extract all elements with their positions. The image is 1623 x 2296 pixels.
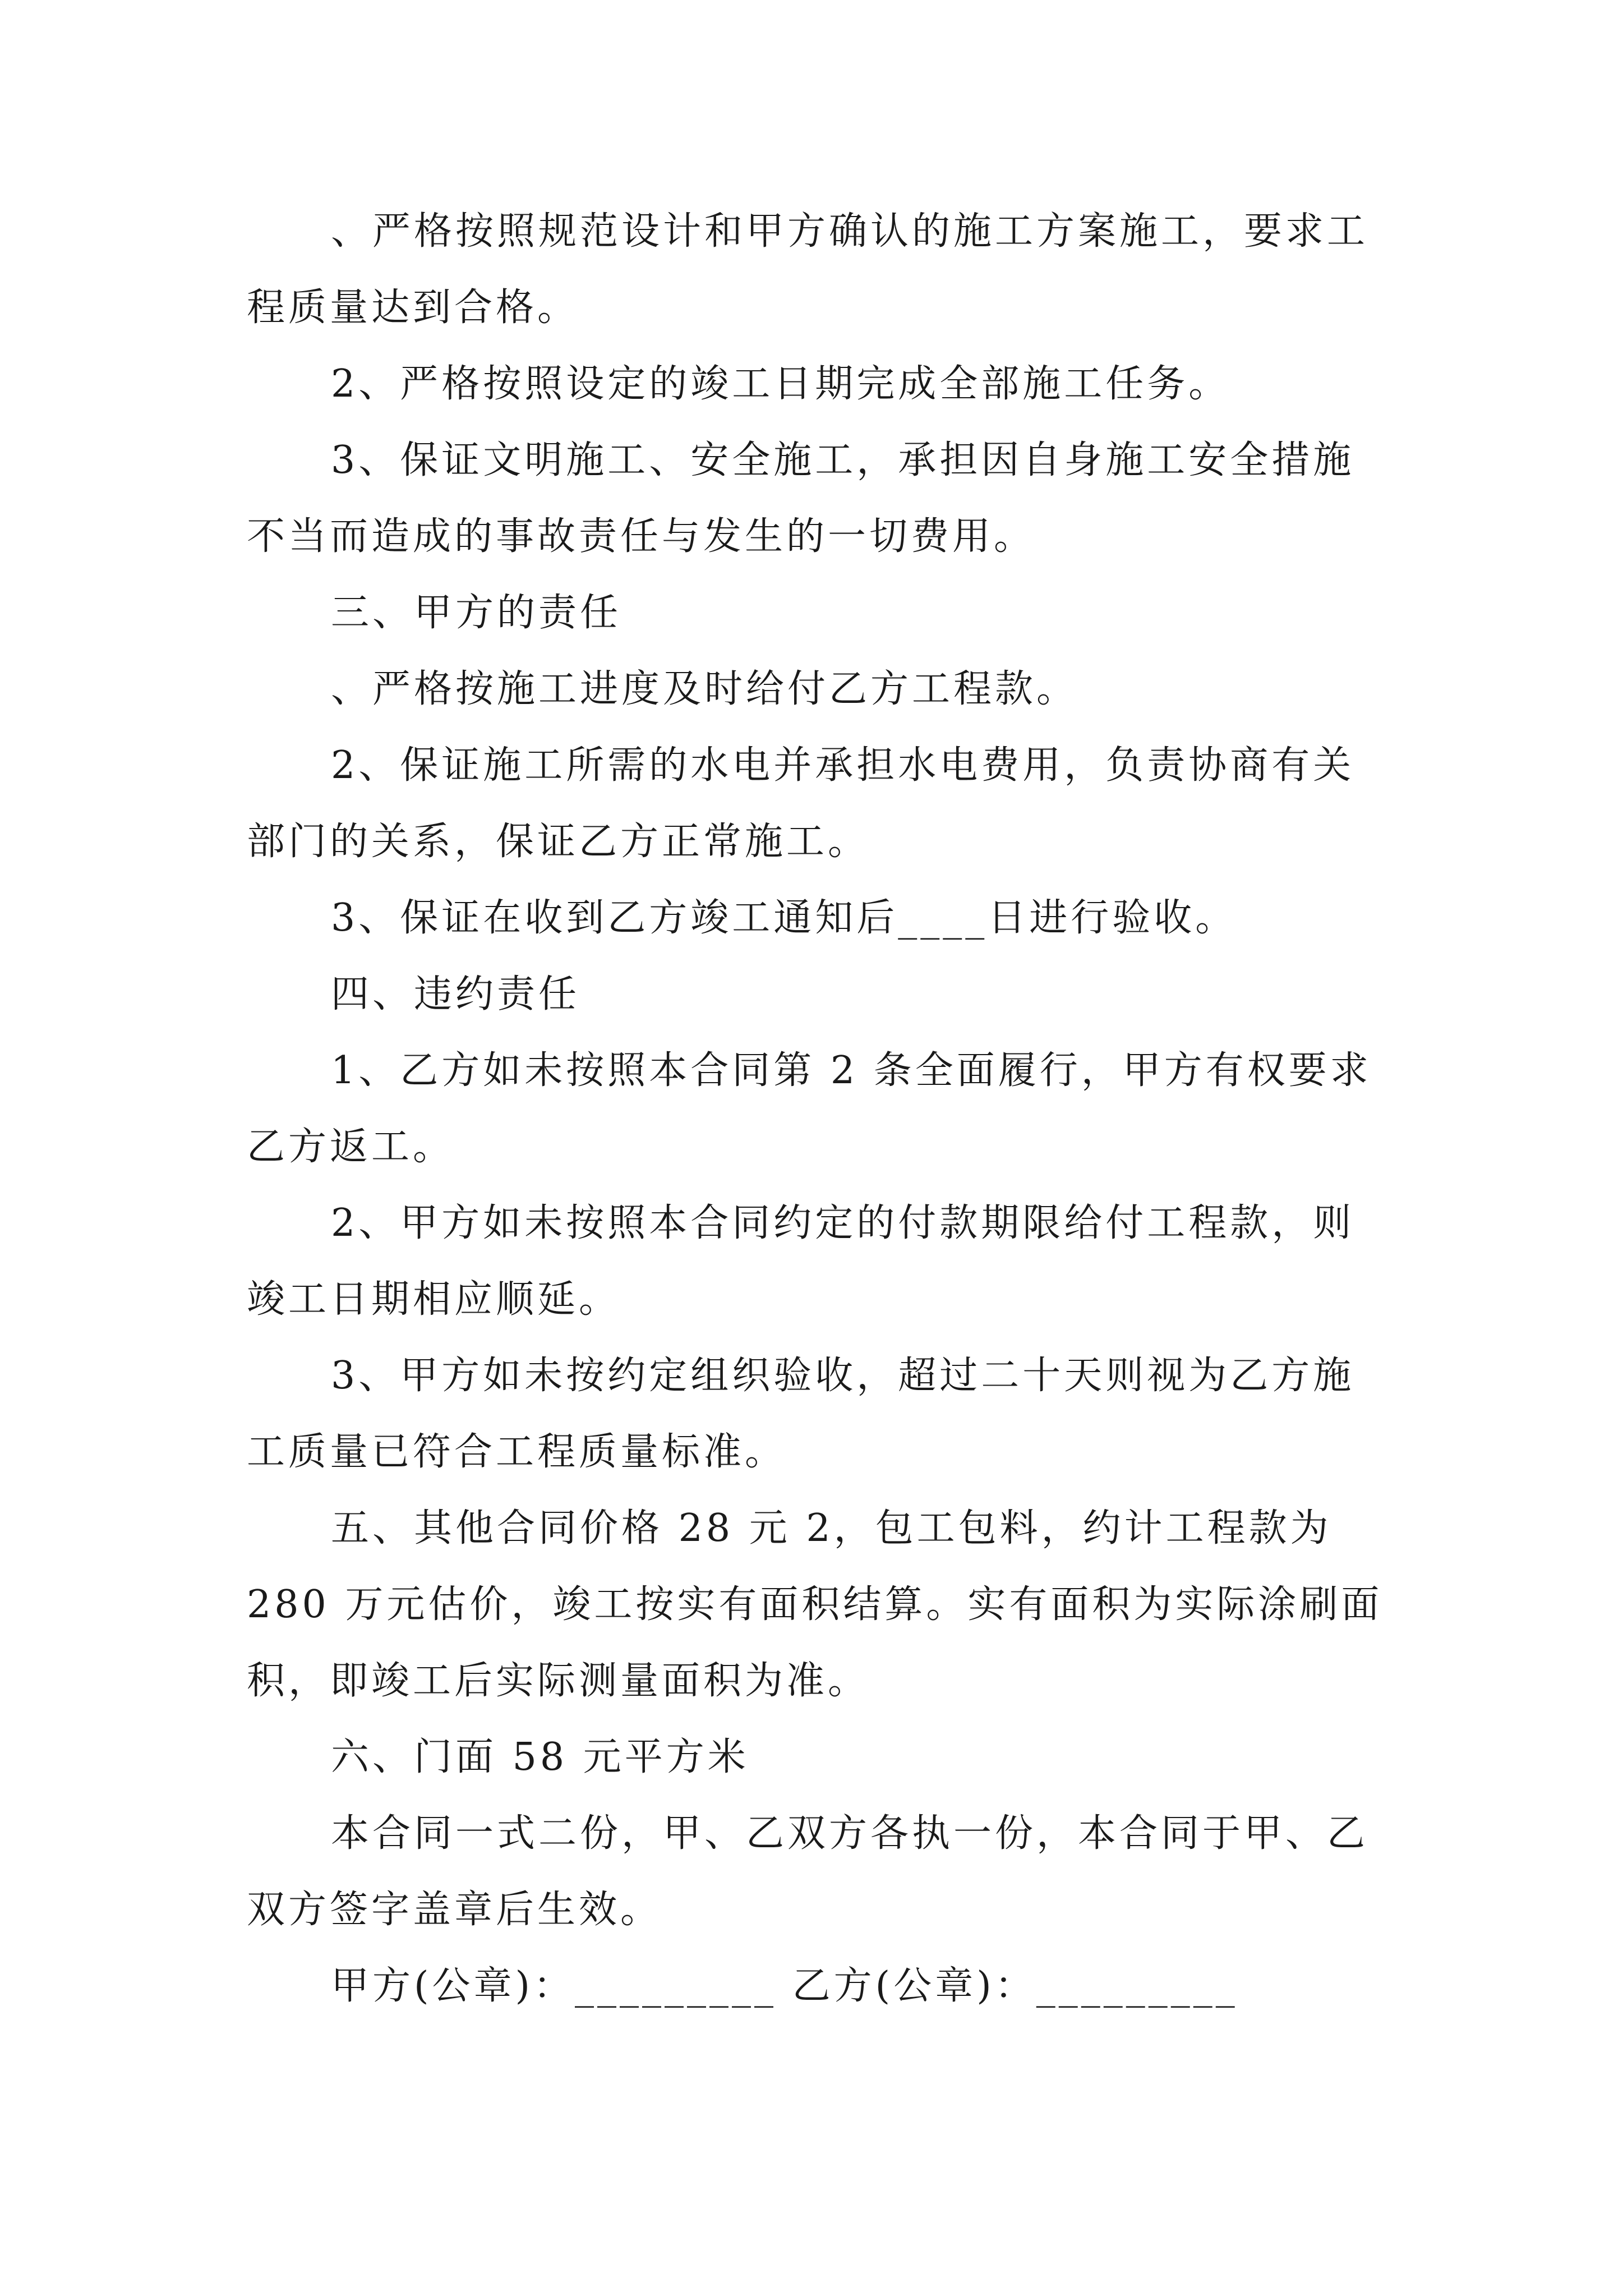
clause-paragraph: 六、门面 58 元平方米 (331, 1735, 749, 1779)
clause-paragraph: 2、保证施工所需的水电并承担水电费用，负责协商有关部门的关系，保证乙方正常施工。 (247, 743, 1355, 864)
clause-paragraph: 1、乙方如未按照本合同第 2 条全面履行，甲方有权要求乙方返工。 (247, 1048, 1372, 1169)
section-heading: 三、甲方的责任 (331, 591, 622, 635)
clause-paragraph: 2、严格按照设定的竣工日期完成全部施工任务。 (331, 362, 1230, 406)
document-body (247, 194, 1385, 2024)
section-heading: 四、违约责任 (331, 972, 580, 1016)
clause-paragraph: 五、其他合同价格 28 元 2，包工包料，约计工程款为 280 万元估价，竣工按实有面积结算。实有面积为实际涂刷面积，即竣工后实际测量面积为准。 (247, 1506, 1383, 1703)
clause-paragraph: 3、保证在收到乙方竣工通知后____日进行验收。 (331, 896, 1237, 940)
clause-paragraph: 3、保证文明施工、安全施工，承担因自身施工安全措施不当而造成的事故责任与发生的一切费用。 (247, 438, 1355, 559)
clause-paragraph: 、严格按照规范设计和甲方确认的施工方案施工，要求工程质量达到合格。 (247, 209, 1369, 330)
clause-paragraph: 2、甲方如未按照本合同约定的付款期限给付工程款，则竣工日期相应顺延。 (247, 1201, 1355, 1322)
clause-paragraph: 、严格按施工进度及时给付乙方工程款。 (331, 667, 1078, 711)
clause-paragraph: 3、甲方如未按约定组织验收，超过二十天则视为乙方施工质量已符合工程质量标准。 (247, 1354, 1355, 1474)
clause-paragraph: 本合同一式二份，甲、乙双方各执一份，本合同于甲、乙双方签字盖章后生效。 (247, 1811, 1369, 1932)
signature-line: 甲方(公章)：_________ 乙方(公章)：_________ (331, 1964, 1238, 2008)
